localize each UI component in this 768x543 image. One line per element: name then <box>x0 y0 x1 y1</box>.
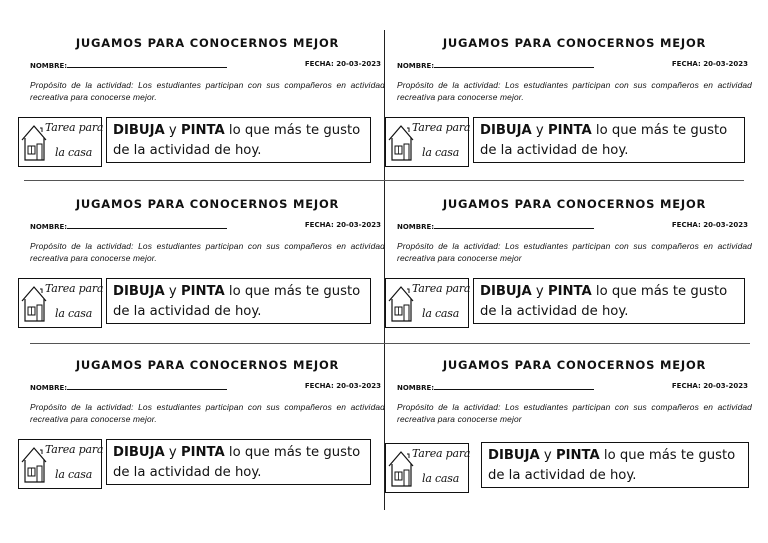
header-row <box>397 60 752 72</box>
task-bold-paint: PINTA <box>180 123 225 138</box>
activity-purpose: Propósito de la actividad: Los estudiantes participan con sus compañeros en actividad recreativa para conocerse mejor. <box>30 402 385 424</box>
task-instruction <box>473 278 745 324</box>
card-title: JUGAMOS PARA CONOCERNOS MEJOR <box>442 197 707 211</box>
house-icon <box>388 283 414 323</box>
nombre-label: NOMBRE: <box>30 223 68 231</box>
activity-purpose: Propósito de la actividad: Los estudiantes participan con sus compañeros en actividad recreativa para conocerse mejor. <box>30 241 385 263</box>
worksheet-card <box>30 358 385 508</box>
task-instruction <box>106 117 371 163</box>
task-join: y <box>164 123 181 138</box>
badge-text-line1: Tarea para <box>45 443 104 456</box>
house-icon <box>388 448 414 488</box>
fecha-label: FECHA: 20-03-2023 <box>671 382 748 390</box>
nombre-label: NOMBRE: <box>30 62 68 70</box>
nombre-field[interactable] <box>30 221 227 231</box>
task-text: lo que más te gusto de la actividad de hoy. <box>113 123 361 158</box>
task-instruction <box>473 117 745 163</box>
task-bold-paint: PINTA <box>547 284 592 299</box>
card-title: JUGAMOS PARA CONOCERNOS MEJOR <box>75 197 340 211</box>
homework-badge <box>385 278 469 328</box>
house-icon <box>388 122 414 162</box>
card-title: JUGAMOS PARA CONOCERNOS MEJOR <box>75 36 340 50</box>
badge-text-line2: la casa <box>422 472 460 485</box>
task-join: y <box>531 284 548 299</box>
task-text: lo que más te gusto de la actividad de hoy. <box>480 284 728 319</box>
fecha-label: FECHA: 20-03-2023 <box>304 221 381 229</box>
nombre-label: NOMBRE: <box>30 384 68 392</box>
house-icon <box>21 444 47 484</box>
badge-text-line2: la casa <box>55 146 93 159</box>
homework-badge <box>18 117 102 167</box>
nombre-field[interactable] <box>30 60 227 70</box>
task-instruction <box>481 442 749 488</box>
task-bold-draw: DIBUJA <box>113 445 165 460</box>
task-bold-draw: DIBUJA <box>113 123 165 138</box>
task-instruction <box>106 439 371 485</box>
house-icon <box>21 122 47 162</box>
task-bold-draw: DIBUJA <box>113 284 165 299</box>
homework-badge <box>18 439 102 489</box>
homework-badge <box>385 443 469 493</box>
fecha-label: FECHA: 20-03-2023 <box>671 221 748 229</box>
task-join: y <box>539 448 556 463</box>
header-row <box>397 382 752 394</box>
badge-text-line1: Tarea para <box>412 447 471 460</box>
task-text: lo que más te gusto de la actividad de hoy. <box>113 445 361 480</box>
nombre-line[interactable] <box>67 382 227 390</box>
task-bold-draw: DIBUJA <box>480 123 532 138</box>
task-bold-paint: PINTA <box>180 445 225 460</box>
task-text: lo que más te gusto de la actividad de hoy. <box>113 284 361 319</box>
fecha-label: FECHA: 20-03-2023 <box>304 60 381 68</box>
task-bold-paint: PINTA <box>547 123 592 138</box>
homework-badge <box>385 117 469 167</box>
task-bold-draw: DIBUJA <box>480 284 532 299</box>
nombre-label: NOMBRE: <box>397 384 435 392</box>
nombre-field[interactable] <box>397 382 594 392</box>
badge-text-line1: Tarea para <box>412 121 471 134</box>
badge-text-line2: la casa <box>422 146 460 159</box>
activity-purpose: Propósito de la actividad: Los estudiantes participan con sus compañeros en actividad recreativa para conocerse mejor <box>397 241 752 263</box>
task-text: lo que más te gusto de la actividad de hoy. <box>480 123 728 158</box>
nombre-line[interactable] <box>67 60 227 68</box>
badge-text-line1: Tarea para <box>412 282 471 295</box>
badge-text-line2: la casa <box>55 307 93 320</box>
nombre-line[interactable] <box>434 221 594 229</box>
worksheet-card <box>30 197 385 347</box>
fecha-label: FECHA: 20-03-2023 <box>671 60 748 68</box>
worksheet-card <box>397 197 752 347</box>
task-join: y <box>531 123 548 138</box>
nombre-field[interactable] <box>397 221 594 231</box>
nombre-field[interactable] <box>30 382 227 392</box>
nombre-line[interactable] <box>67 221 227 229</box>
header-row <box>30 60 385 72</box>
card-title: JUGAMOS PARA CONOCERNOS MEJOR <box>75 358 340 372</box>
task-bold-paint: PINTA <box>555 448 600 463</box>
header-row <box>30 382 385 394</box>
task-text: lo que más te gusto de la actividad de hoy. <box>488 448 736 483</box>
header-row <box>30 221 385 233</box>
badge-text-line2: la casa <box>55 468 93 481</box>
task-join: y <box>164 445 181 460</box>
badge-text-line1: Tarea para <box>45 282 104 295</box>
worksheet-card <box>397 358 752 508</box>
worksheet-card <box>397 36 752 186</box>
activity-purpose: Propósito de la actividad: Los estudiantes participan con sus compañeros en actividad recreativa para conocerse mejor. <box>397 80 752 102</box>
badge-text-line1: Tarea para <box>45 121 104 134</box>
nombre-line[interactable] <box>434 382 594 390</box>
header-row <box>397 221 752 233</box>
house-icon <box>21 283 47 323</box>
badge-text-line2: la casa <box>422 307 460 320</box>
task-bold-paint: PINTA <box>180 284 225 299</box>
task-join: y <box>164 284 181 299</box>
nombre-label: NOMBRE: <box>397 62 435 70</box>
nombre-label: NOMBRE: <box>397 223 435 231</box>
activity-purpose: Propósito de la actividad: Los estudiantes participan con sus compañeros en actividad recreativa para conocerse mejor. <box>30 80 385 102</box>
fecha-label: FECHA: 20-03-2023 <box>304 382 381 390</box>
nombre-line[interactable] <box>434 60 594 68</box>
worksheet-card <box>30 36 385 186</box>
homework-badge <box>18 278 102 328</box>
task-instruction <box>106 278 371 324</box>
task-bold-draw: DIBUJA <box>488 448 540 463</box>
card-title: JUGAMOS PARA CONOCERNOS MEJOR <box>442 358 707 372</box>
card-title: JUGAMOS PARA CONOCERNOS MEJOR <box>442 36 707 50</box>
activity-purpose: Propósito de la actividad: Los estudiantes participan con sus compañeros en actividad recreativa para conocerse mejor <box>397 402 752 424</box>
nombre-field[interactable] <box>397 60 594 70</box>
